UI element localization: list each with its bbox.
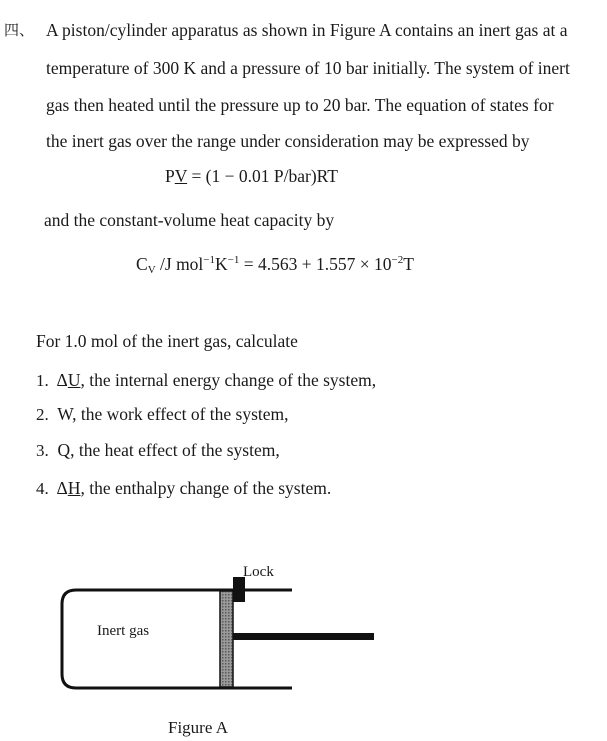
gas-label: Inert gas [97,623,150,639]
lock-label: Lock [243,564,274,580]
question-delta: Δ [56,370,68,390]
equation-of-state [165,166,338,187]
piston-rod [233,633,374,640]
eos-v: V [174,166,188,186]
problem-line-3: gas then heated until the pressure up to 20 bar. The equation of states for [46,95,554,115]
question-symbol: H [67,478,81,498]
question-2 [36,404,289,425]
question-text: W, the work effect of the system, [57,404,289,424]
question-number: 4. [36,479,49,498]
heat-capacity-equation [136,254,414,275]
cv-c: C [136,254,148,274]
question-text: , the internal energy change of the system, [80,370,377,390]
heat-capacity-intro: and the constant-volume heat capacity by [44,210,335,230]
question-1 [36,370,376,391]
questions-intro: For 1.0 mol of the inert gas, calculate [36,331,298,351]
cv-exp1: −1 [203,254,216,266]
cv-exp3: −2 [391,254,404,266]
cv-eq: = 4.563 + 1.557 × 10 [239,254,392,274]
eos-rhs: = (1 − 0.01 P/bar)RT [187,166,338,186]
cv-tail: T [403,254,414,274]
question-3 [36,440,280,461]
piston-head [220,591,233,687]
question-symbol: U [67,370,81,390]
problem-number: 四、 [4,21,35,39]
question-text: Q, the heat effect of the system, [57,440,280,460]
question-number: 2. [36,405,49,424]
question-number: 3. [36,441,49,460]
problem-line-1: A piston/cylinder apparatus as shown in Figure A contains an inert gas at a [46,20,568,40]
figure-caption: Figure A [168,718,228,737]
lock-block [233,577,245,602]
piston-cylinder-figure [0,540,607,741]
cv-exp2: −1 [227,254,240,266]
cv-sub: V [147,264,156,276]
question-text: , the enthalpy change of the system. [80,478,332,498]
eos-p: P [165,166,175,186]
cv-unit-b: K [215,254,228,274]
cv-unit-a: /J mol [155,254,204,274]
question-delta: Δ [56,478,68,498]
problem-line-4: the inert gas over the range under consideration may be expressed by [46,131,530,151]
problem-line-2: temperature of 300 K and a pressure of 10 bar initially. The system of inert [46,58,570,78]
question-4 [36,478,331,499]
question-number: 1. [36,371,49,390]
